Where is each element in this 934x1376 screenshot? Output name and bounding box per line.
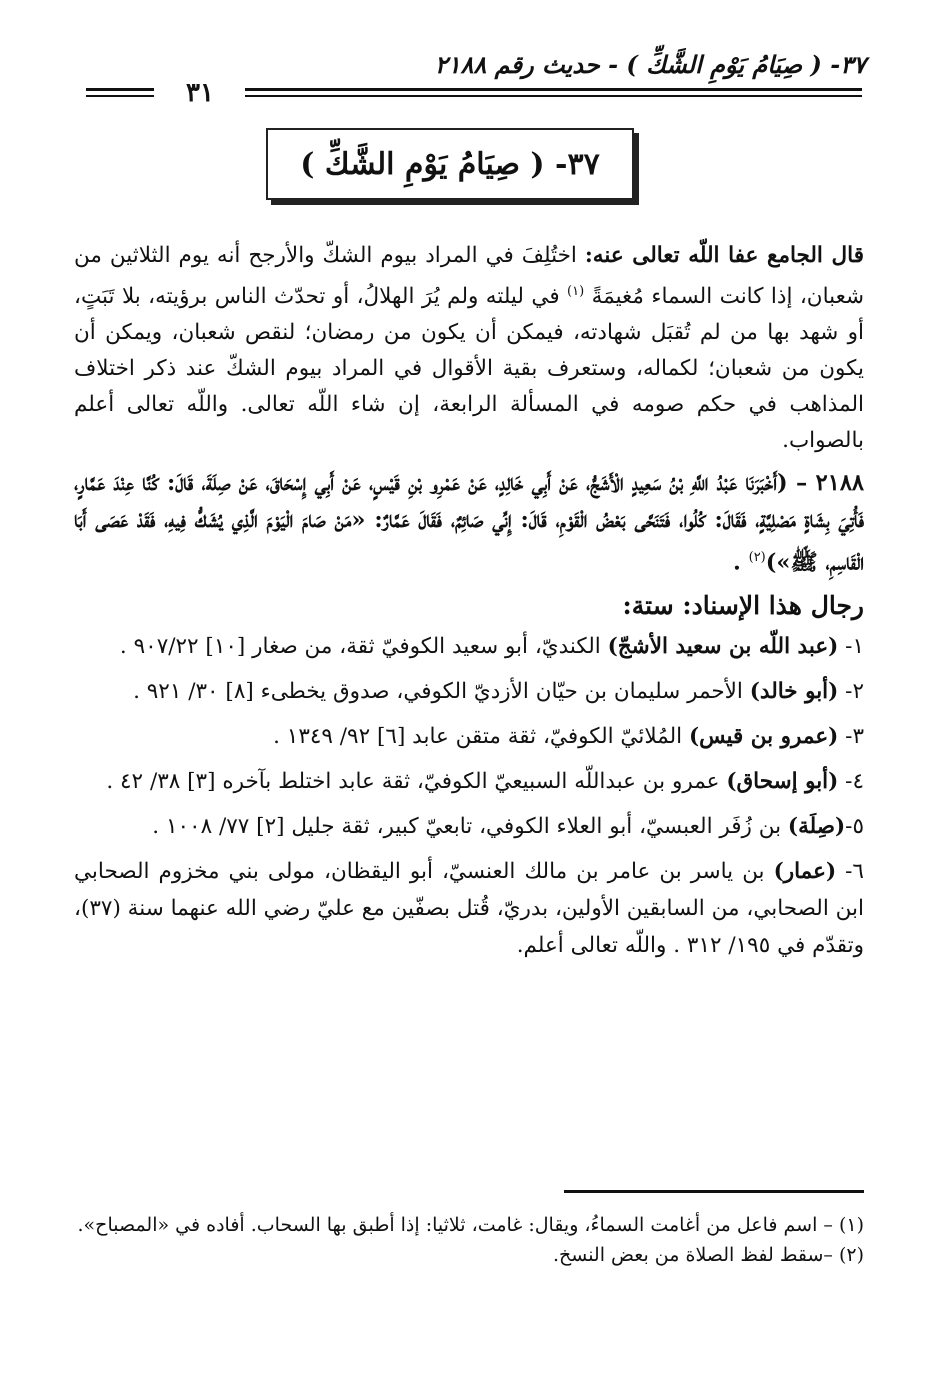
narrator-details: بن ياسر بن عامر بن مالك العنسيّ، أبو اليقظان، مولى بني مخزوم الصحابي ابن الصحابي، من السابقين الأولين، بدريّ، قُتل بصفّين مع عليّ رضي الله عنهما سنة (٣٧)، وتقدّم في ١٩٥/ ٣١٢ . واللّه تعالى أعلم. [74, 858, 864, 958]
footnote-1: (١) – اسم فاعل من أغامت السماءُ، ويقال: غامت، ثلاثيا: إذا أطبق بها السحاب. أفاده في «المصباح». [77, 1214, 864, 1236]
narrator-entry [74, 718, 864, 755]
narrator-name: (أبو خالد) [749, 678, 839, 704]
header-rule-right-top [245, 88, 862, 91]
narrator-details: بن زُفَر العبسيّ، أبو العلاء الكوفي، تابعيّ كبير، ثقة جليل [٢] ٧٧/ ١٠٠٨ . [152, 813, 788, 839]
narrator-number: ٣- [838, 723, 864, 749]
page-number: ٣١ [186, 78, 214, 108]
narrator-details: الأحمر سليمان بن حيّان الأزديّ الكوفي، صدوق يخطىء [٨] ٣٠/ ٩٢١ . [133, 678, 750, 704]
narrator-name: (أبو إسحاق) [726, 768, 839, 794]
hadith-text [74, 465, 864, 582]
footnote-ref-2: (٢) [748, 550, 766, 566]
narrator-name: (صِلَة) [787, 813, 846, 839]
narrator-name: (عبد اللّه بن سعيد الأشجّ) [607, 633, 839, 659]
intro-paragraph [74, 238, 864, 459]
narrator-number: ٢- [838, 678, 864, 704]
running-header-title: ٣٧- ( صِيَامُ يَوْمِ الشَّكِّ ) - حديث رقم ٢١٨٨ [434, 50, 866, 79]
narrator-name: (عمار) [773, 858, 837, 884]
intro-lead: قال الجامع عفا اللّه تعالى عنه: [584, 243, 864, 268]
header-rule-left-top [86, 88, 154, 91]
narrator-entry [74, 853, 864, 964]
footnote-separator [564, 1190, 864, 1193]
narrators-heading: رجال هذا الإسناد: ستة: [622, 590, 864, 620]
narrator-number: ٦- [836, 858, 864, 884]
narrator-entry [74, 628, 864, 665]
header-rule-left-bottom [86, 95, 154, 97]
hadith-body: ٢١٨٨ – (أَخْبَرَنَا عَبْدُ اللَّهِ بْنُ سَعِيدٍ الْأَشَجُّ، عَنْ أَبِي خَالِدٍ، عَنْ عَمْرِو بْنِ قَيْسٍ، عَنْ أَبِي إِسْحَاقَ، عَنْ صِلَةَ، قَالَ: كُنَّا عِنْدَ عَمَّارٍ، فَأُتِيَ بِشَاةٍ مَصْلِيَّةٍ، فَقَالَ: كُلُوا، فَتَنَحَّى بَعْضُ الْقَوْمِ، قَالَ: إِنِّي صَائِمٌ، فَقَالَ عَمَّارٌ: «مَنْ صَامَ الْيَوْمَ الَّذِي يُشَكُّ فِيهِ، فَقَدْ عَصَى أَبَا الْقَاسِمِ، ﷺ») [74, 470, 864, 576]
chapter-title-box [266, 128, 634, 200]
footnote-ref-1: (١) [567, 284, 585, 299]
chapter-title: ٣٧- ( صِيَامُ يَوْمِ الشَّكِّ ) [300, 146, 600, 182]
header-rule-right-bottom [245, 95, 862, 97]
narrator-details: المُلائيّ الكوفيّ، ثقة متقن عابد [٦] ٩٢/ ١٣٤٩ . [273, 723, 689, 749]
footnotes [74, 1190, 864, 1270]
narrator-entry [74, 673, 864, 710]
narrator-number: ٥- [845, 813, 864, 839]
narrator-entry [74, 808, 864, 845]
narrator-details: عمرو بن عبداللّه السبيعيّ الكوفيّ، ثقة عابد اختلط بآخره [٣] ٣٨/ ٤٢ . [106, 768, 727, 794]
narrator-entry [74, 763, 864, 800]
narrator-details: الكنديّ، أبو سعيد الكوفيّ ثقة، من صغار [١٠] ٩٠٧/٢٢ . [119, 633, 608, 659]
intro-text-1: اختُلِفَ في المراد بيوم الشكّ والأرجح أنه يوم الثلاثين من شعبان، إذا كانت السماء مُغيمَةً [74, 243, 864, 310]
narrator-number: ١- [838, 633, 864, 659]
intro-text-2: في ليلته ولم يُرَ الهلالُ، أو تحدّث الناس برؤيته، بلا تَبَتٍ، أو شهد بها من لم تُقبَل شهادته، فيمكن أن يكون من رمضان؛ لنقص شعبان، ويمكن أن يكون من شعبان؛ لكماله، وستعرف بقية الأقوال في المراد بيوم الشكّ عند ذكر اختلاف المذاهب في حكم صومه في المسألة الرابعة، إن شاء اللّه تعالى. واللّه تعالى أعلم بالصواب. [74, 284, 864, 454]
narrator-number: ٤- [838, 768, 864, 794]
footnote-2: (٢) –سقط لفظ الصلاة من بعض النسخ. [552, 1244, 864, 1266]
hadith-end: . [732, 549, 749, 576]
narrator-name: (عمرو بن قيس) [688, 723, 839, 749]
main-text [74, 238, 864, 972]
